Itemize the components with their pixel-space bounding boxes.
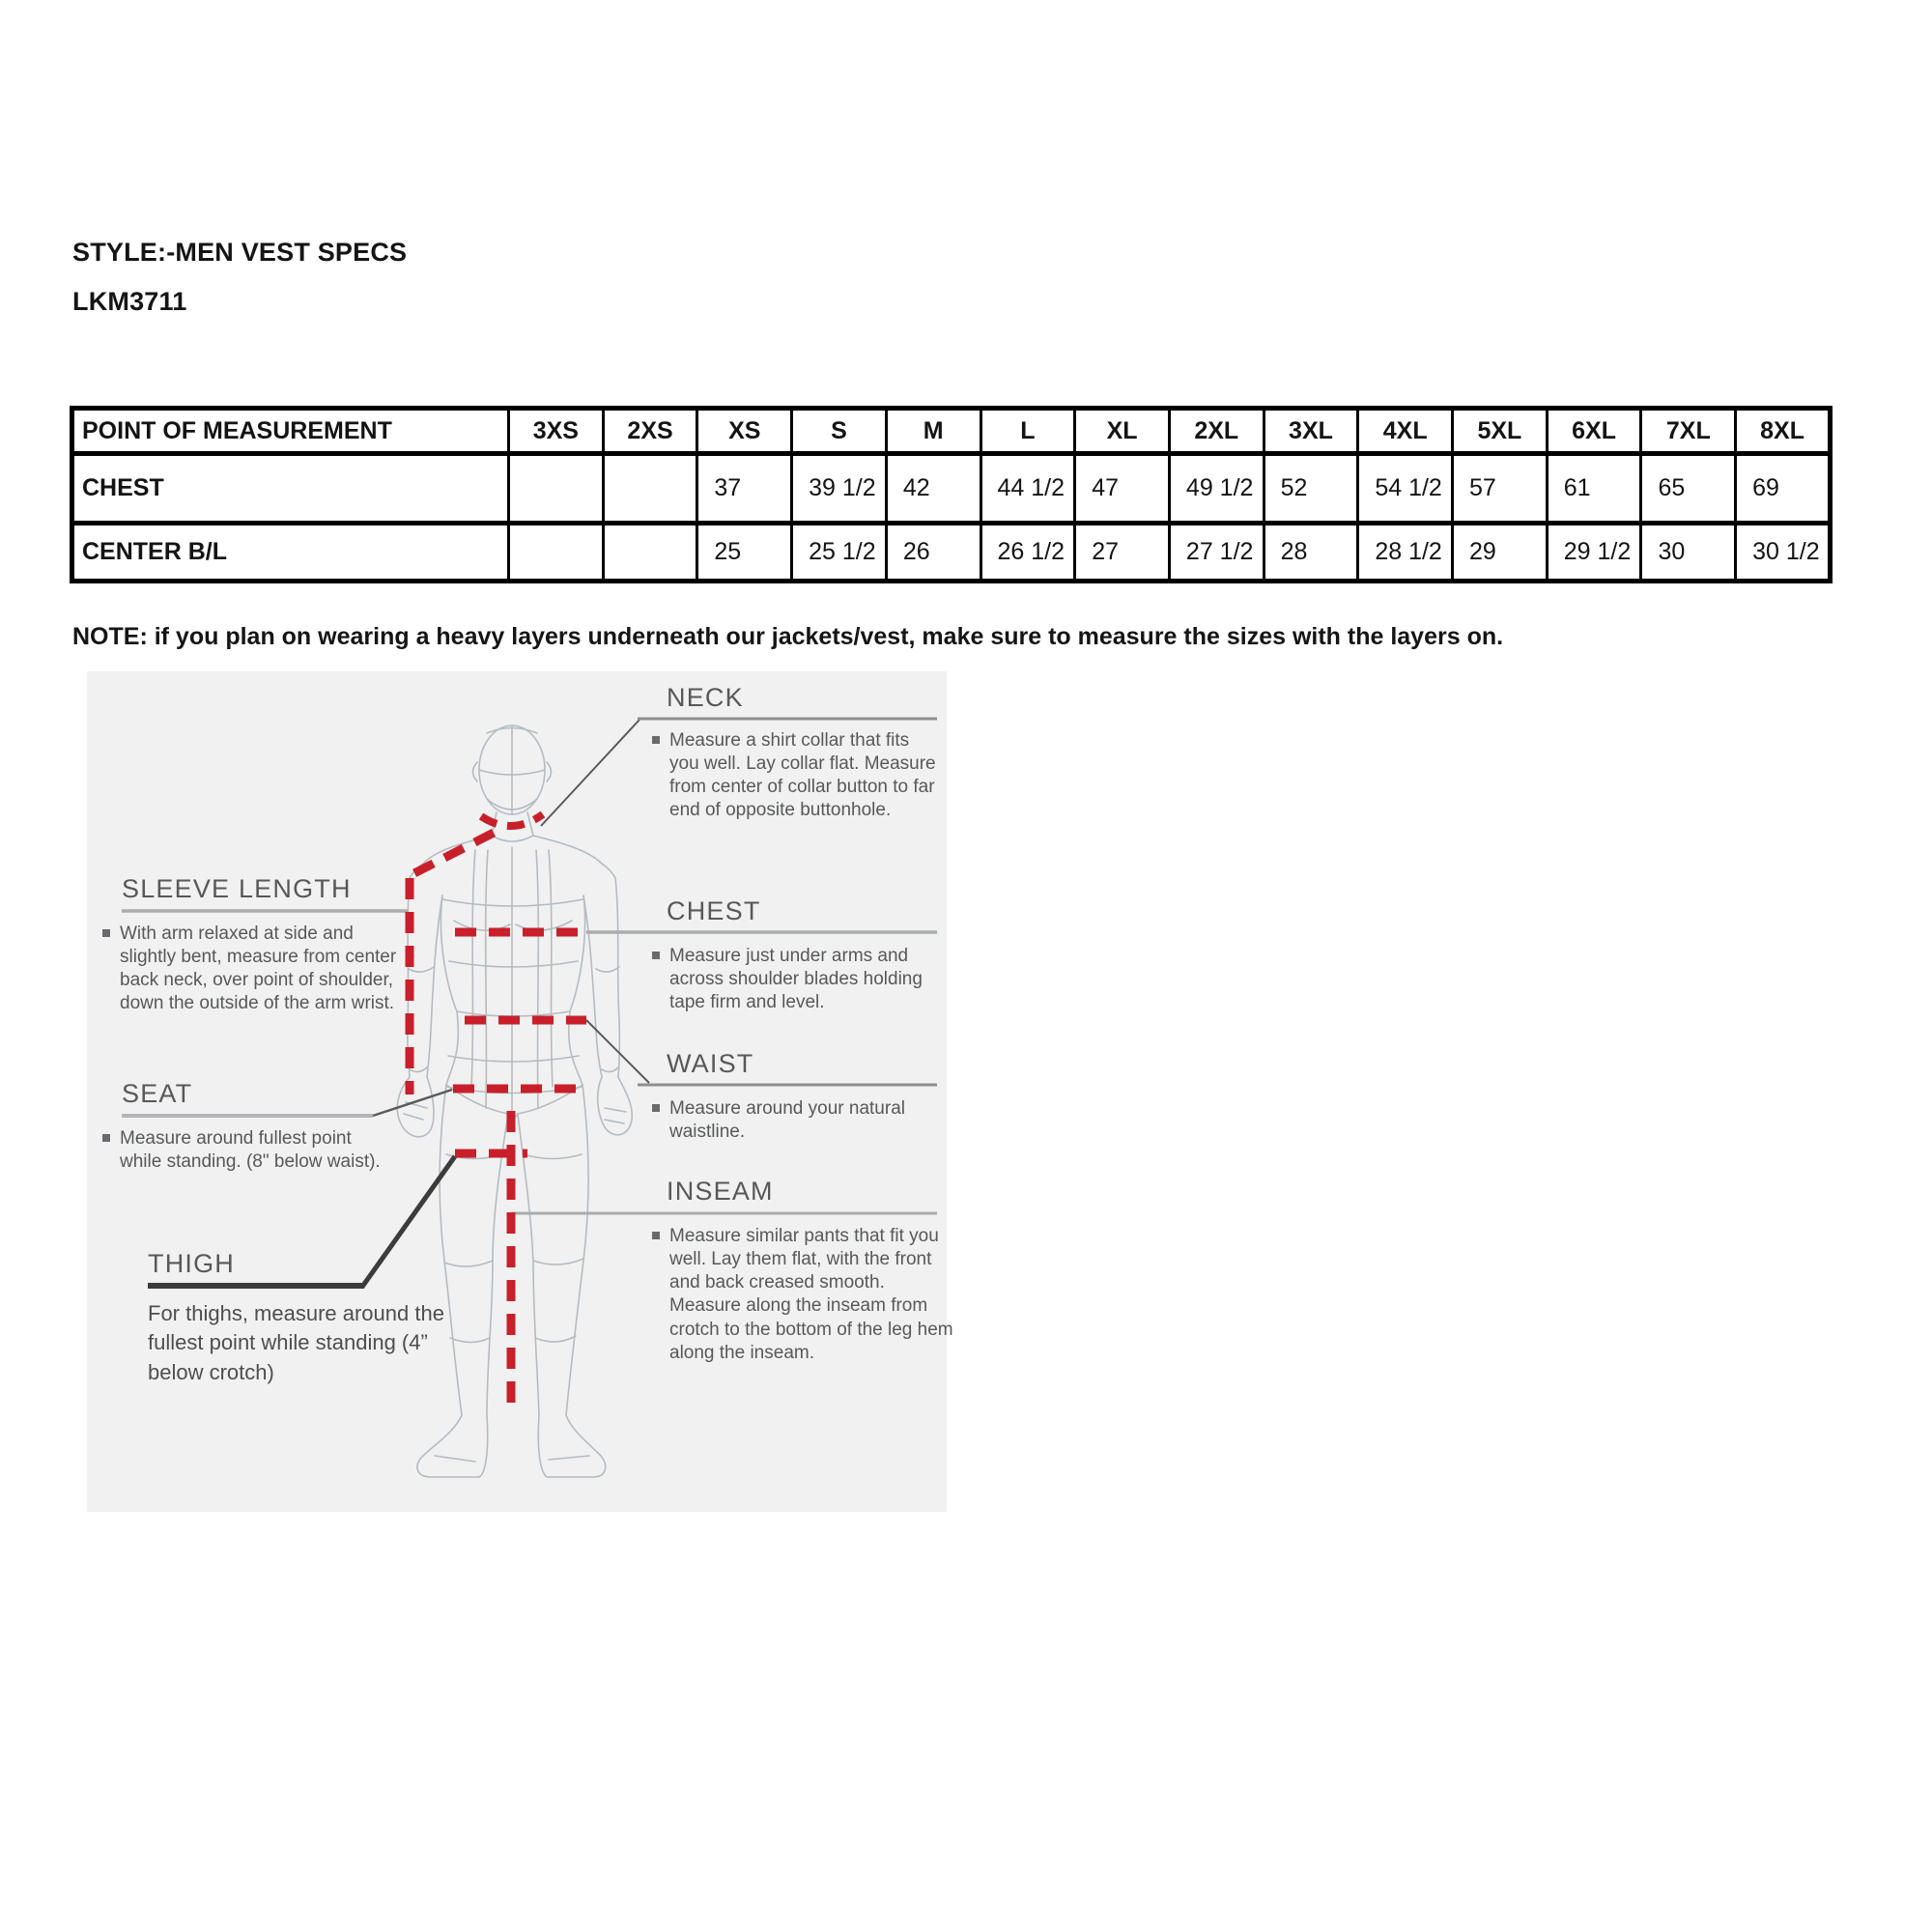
bullet-icon [652,1232,660,1239]
size-value-cell: 26 1/2 [980,524,1075,582]
waist-label: WAIST [667,1049,754,1078]
size-value-cell: 28 [1264,524,1358,582]
col-header-point-of-measurement: POINT OF MEASUREMENT [72,409,509,454]
table-row [72,454,1831,524]
bullet-icon [652,1104,660,1112]
neck-label: NECK [667,683,744,712]
col-header-size: 3XS [509,409,604,454]
col-header-size: 5XL [1453,409,1548,454]
neck-measure-line [481,814,543,826]
size-table-body [72,454,1831,582]
size-value-cell [509,524,604,582]
size-value-cell: 29 1/2 [1547,524,1641,582]
size-value-cell: 26 [886,524,980,582]
note-text: NOTE: if you plan on wearing a heavy layers underneath our jackets/vest, make sure to measure the sizes with the layers on. [72,623,1504,650]
thigh-description: For thighs, measure around the fullest point while standing (4” below crotch) [148,1301,444,1384]
bullet-icon [652,952,660,959]
col-header-size: S [792,409,887,454]
size-value-cell: 29 [1453,524,1548,582]
neck-connector-line [541,720,639,826]
col-header-size: 8XL [1736,409,1831,454]
size-value-cell: 30 [1641,524,1736,582]
size-value-cell: 54 1/2 [1358,454,1453,524]
col-header-size: XL [1075,409,1170,454]
size-value-cell: 30 1/2 [1736,524,1831,582]
sleeve-length-description: With arm relaxed at side and slightly bent, measure from center back neck, over point of shoulder, down the outside of the arm wrist. [102,923,412,1016]
chest-description: Measure just under arms and across shoulder blades holding tape firm and level. [652,945,952,1014]
col-header-size: 7XL [1641,409,1736,454]
col-header-size: XS [697,409,792,454]
col-header-size: 3XL [1264,409,1358,454]
bullet-icon [652,736,660,744]
size-value-cell: 27 1/2 [1169,524,1264,582]
page-title: STYLE:-MEN VEST SPECS [72,238,408,267]
size-value-cell [603,524,697,582]
col-header-size: 6XL [1547,409,1641,454]
waist-description: Measure around your natural waistline. [652,1097,942,1144]
size-value-cell: 27 [1075,524,1170,582]
size-spec-table [70,406,1833,583]
inseam-label: INSEAM [667,1177,774,1206]
bullet-icon [102,1134,110,1142]
size-value-cell: 49 1/2 [1169,454,1264,524]
size-value-cell: 42 [886,454,980,524]
seat-description: Measure around fullest point while standing. (8" below waist). [102,1127,392,1174]
seat-label: SEAT [122,1079,193,1108]
neck-description: Measure a shirt collar that fits you well. Lay collar flat. Measure from center of collar button to far end of opposite buttonhole. [652,729,942,823]
size-value-cell: 57 [1453,454,1548,524]
size-value-cell: 25 1/2 [792,524,887,582]
inseam-description: Measure similar pants that fit you well. Lay them flat, with the front and back creased smooth. Measure along the inseam from crotch to the bottom of the leg hem along the inseam. [652,1225,956,1365]
sleeve-length-label: SLEEVE LENGTH [122,874,352,903]
bullet-icon [102,929,110,937]
size-value-cell: 61 [1547,454,1641,524]
chest-label: CHEST [667,896,761,925]
size-value-cell: 39 1/2 [792,454,887,524]
size-table-header-row [72,409,1831,454]
size-value-cell: 44 1/2 [980,454,1075,524]
size-value-cell: 47 [1075,454,1170,524]
size-value-cell: 69 [1736,454,1831,524]
col-header-size: 2XL [1169,409,1264,454]
col-header-size: M [886,409,980,454]
size-value-cell: 52 [1264,454,1358,524]
size-value-cell: 25 [697,524,792,582]
col-header-size: L [980,409,1075,454]
col-header-size: 2XS [603,409,697,454]
size-value-cell [509,454,604,524]
style-number: LKM3711 [72,287,187,316]
size-value-cell: 28 1/2 [1358,524,1453,582]
measurement-diagram [87,671,953,1512]
col-header-size: 4XL [1358,409,1453,454]
row-label: CENTER B/L [72,524,509,582]
size-value-cell: 37 [697,454,792,524]
thigh-label: THIGH [148,1249,235,1278]
size-value-cell: 65 [1641,454,1736,524]
row-label: CHEST [72,454,509,524]
shoulder-measure-line [411,833,494,875]
size-value-cell [603,454,697,524]
table-row [72,524,1831,582]
